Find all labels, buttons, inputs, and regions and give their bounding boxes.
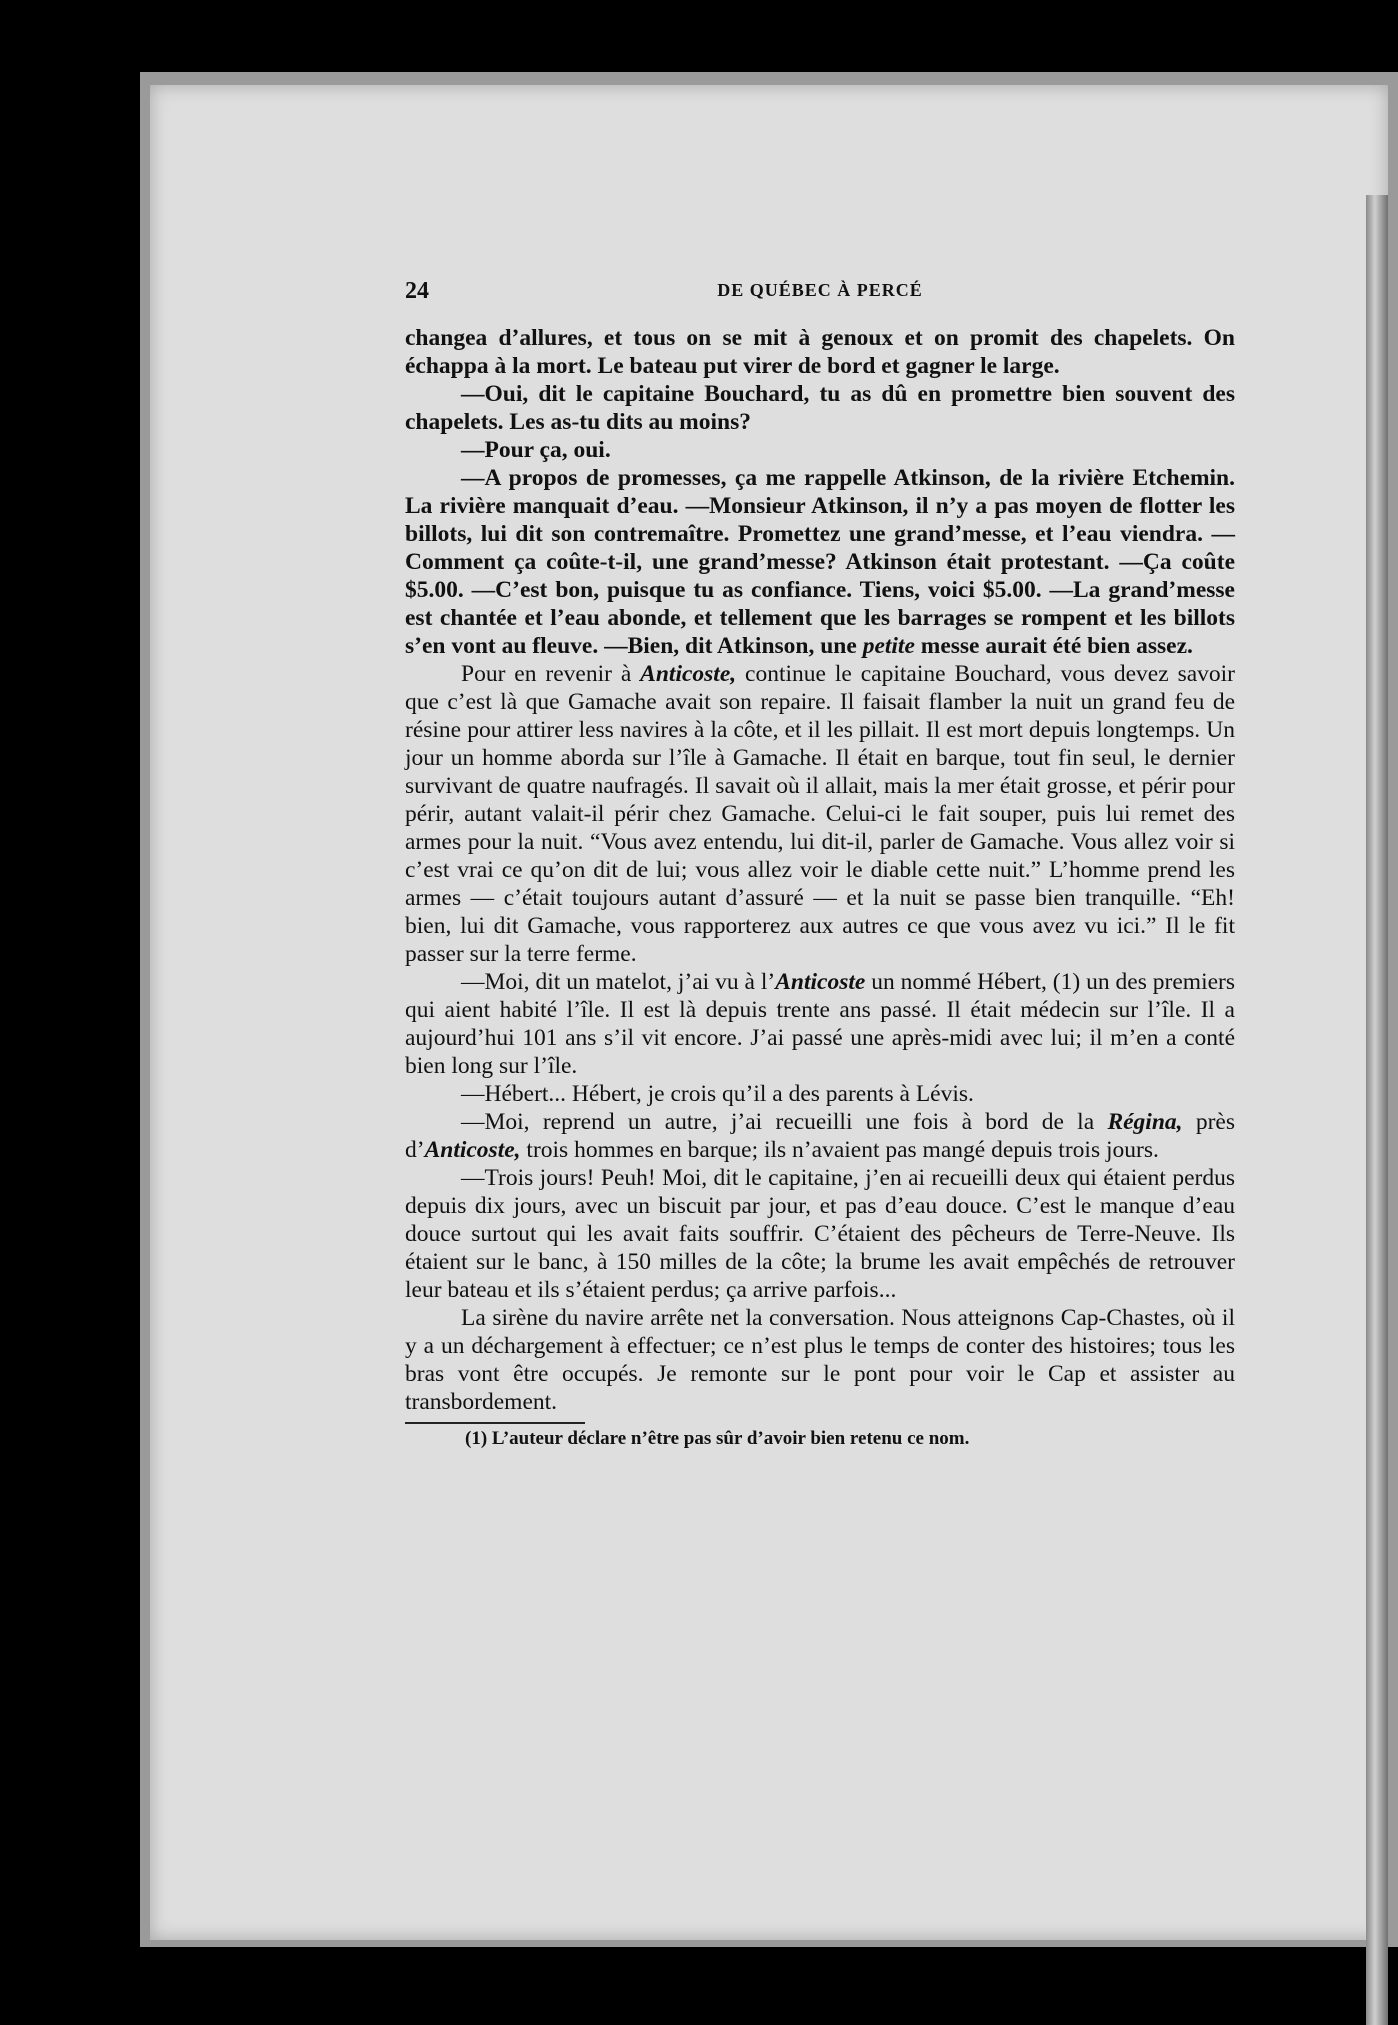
paragraph: changea d’allures, et tous on se mit à genoux et on promit des chapelets. On échappa à la mort. Le bateau put virer de bord et gagner le large.	[405, 325, 1235, 379]
text-block	[405, 278, 1235, 1450]
paragraph: —Trois jours! Peuh! Moi, dit le capitaine, j’en ai recueilli deux qui étaient perdus depuis dix jours, avec un biscuit par jour, et pas d’eau douce. C’est le manque d’eau douce surtout qui les avait faits souffrir. C’étaient des pêcheurs de Terre-Neuve. Ils étaient sur le banc, à 150 milles de la côte; la brume les avait empêchés de retrouver leur bateau et ils s’étaient perdus; ça arrive parfois...	[405, 1165, 1235, 1303]
paragraph: —Hébert... Hébert, je crois qu’il a des parents à Lévis.	[461, 1081, 974, 1107]
paragraph	[405, 660, 1235, 968]
italic-word: petite	[862, 633, 915, 659]
paragraph-text: continue le capitaine Bouchard, vous devez savoir que c’est là que Gamache avait son repaire. Il faisait flamber la nuit un grand feu de résine pour attirer less navires à la côte, et il les pillait. Il est mort depuis longtemps. Un jour un homme aborda sur l’île à Gamache. Il était en barque, tout fin seul, le dernier survivant de quatre naufragés. Il savait où il allait, mais la mer était grosse, et périr pour périr, autant valait-il périr chez Gamache. Celui-ci le fait souper, puis lui remet des armes pour la nuit. “Vous avez entendu, lui dit-il, parler de Gamache. Vous allez voir si c’est vrai ce qu’on dit de lui; vous allez voir le diable cette nuit.” L’homme prend les armes — c’était toujours autant d’assuré — et la nuit se passe bien tranquille. “Eh! bien, lui dit Gamache, vous rapporterez aux autres ce que vous avez vu ici.” Il le fit passer sur la terre ferme.	[405, 661, 1235, 967]
paragraph-text: —Moi, dit un matelot, j’ai vu à l’	[461, 969, 776, 995]
paragraph	[405, 464, 1235, 660]
paragraph: La sirène du navire arrête net la conversation. Nous atteignons Cap-Chastes, où il y a un déchargement à effectuer; ce n’est plus le temps de conter des histoires; tous les bras vont être occupés. Je remonte sur le pont pour voir le Cap et assister au transbordement.	[405, 1305, 1235, 1415]
paragraph	[405, 1108, 1235, 1164]
italic-word: Anticoste	[775, 969, 866, 995]
italic-word: Régina,	[1107, 1109, 1183, 1135]
footnote-rule	[405, 1422, 585, 1424]
paragraph-text: Pour en revenir à	[461, 661, 632, 687]
running-head	[405, 278, 1235, 312]
paragraph-text: —A propos de promesses, ça me rappelle Atkinson, de la rivière Etchemin. La rivière manquait d’eau. —Monsieur Atkinson, il n’y a pas moyen de flotter les billots, lui dit son contremaître. Promettez une grand’messe, et l’eau viendra. —Comment ça coûte-t-il, une grand’messe? Atkinson était protestant. —Ça coûte $5.00. —C’est bon, puisque tu as confiance. Tiens, voici $5.00. —La grand’messe est chantée et l’eau abonde, et tellement que les barrages se rompent et les billots s’en vont au fleuve. —Bien, dit Atkinson, une	[405, 465, 1235, 659]
page-number: 24	[405, 278, 429, 304]
paragraph	[405, 968, 1235, 1080]
paragraph-text: un nommé Hébert, (1) un des premiers qui aient habité l’île. Il est là depuis trente ans passé. Il était médecin sur l’île. Il a aujourd’hui 101 ans s’il vit encore. J’ai passé une après-midi avec lui; il m’en a conté bien long sur l’île.	[405, 969, 1235, 1079]
paragraph-text: trois hommes en barque; ils n’avaient pas mangé depuis trois jours.	[526, 1137, 1159, 1163]
running-title: DE QUÉBEC À PERCÉ	[717, 280, 923, 300]
paragraph: —Oui, dit le capitaine Bouchard, tu as dû en promettre bien souvent des chapelets. Les as-tu dits au moins?	[405, 381, 1235, 435]
paragraph-text: messe aurait été bien assez.	[920, 633, 1193, 659]
paragraph-text: —Moi, reprend un autre, j’ai recueilli une fois à bord de la	[461, 1109, 1095, 1135]
italic-word: Anticoste,	[424, 1137, 521, 1163]
paragraph: —Pour ça, oui.	[461, 437, 611, 463]
footnote: (1) L’auteur déclare n’être pas sûr d’avoir bien retenu ce nom.	[465, 1428, 970, 1449]
italic-word: Anticoste,	[640, 661, 737, 687]
paragraph-text: près d’	[405, 1109, 1236, 1163]
page-edge	[1366, 195, 1388, 2025]
